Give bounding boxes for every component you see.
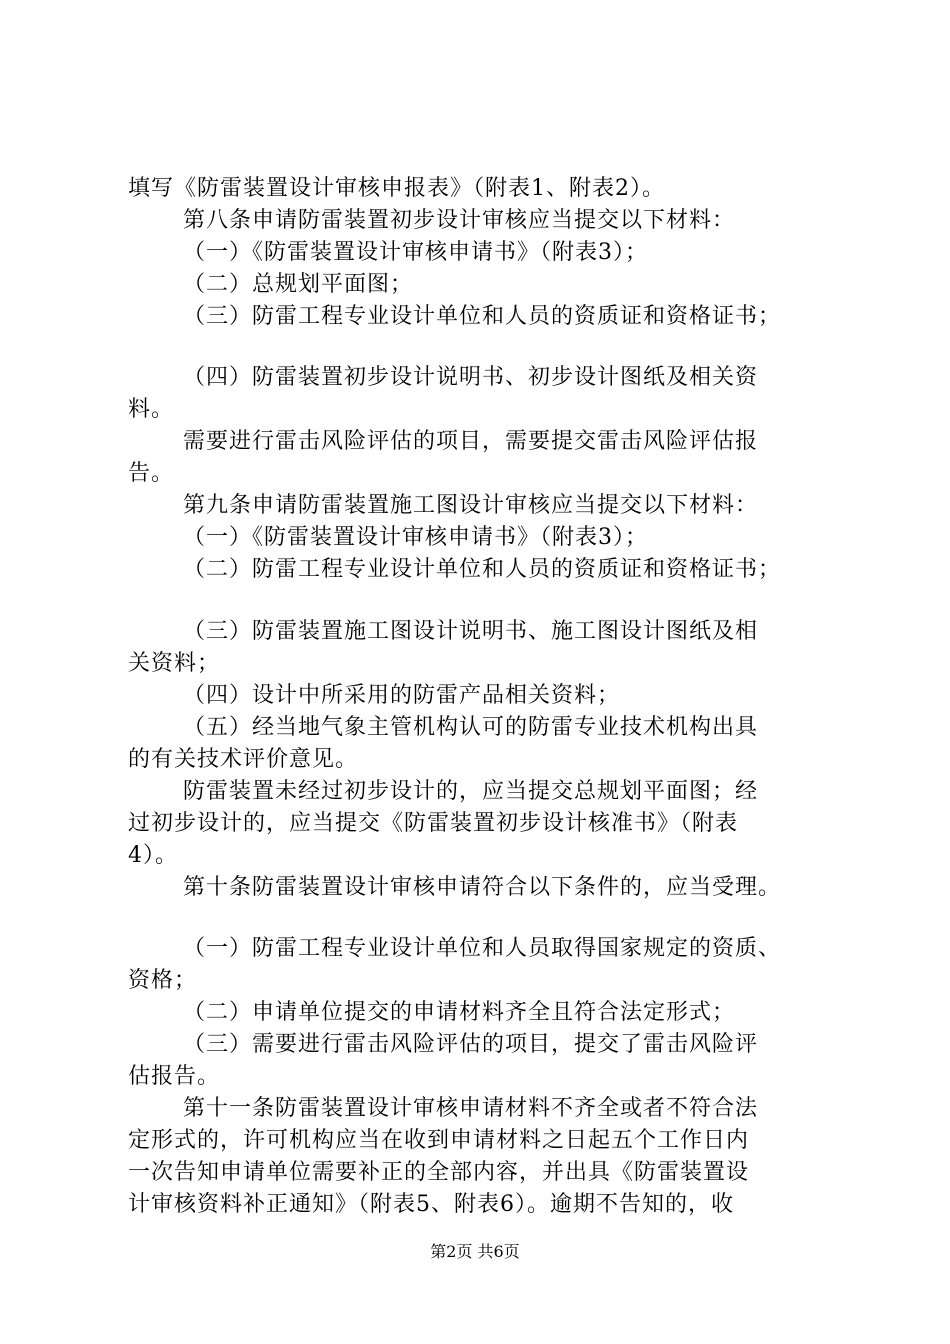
text-line: 4）。 bbox=[128, 843, 178, 868]
text-line: 第八条申请防雷装置初步设计审核应当提交以下材料： bbox=[183, 208, 736, 233]
text-line: 第十条防雷装置设计审核申请符合以下条件的，应当受理。 bbox=[183, 875, 782, 900]
text-line: 估报告。 bbox=[128, 1064, 221, 1089]
text-line: 计审核资料补正通知》（附表5、附表6）。逾期不告知的，收 bbox=[128, 1192, 734, 1217]
text-line: （三）需要进行雷击风险评估的项目，提交了雷击风险评 bbox=[183, 1032, 759, 1057]
text-line: 告。 bbox=[128, 461, 175, 486]
text-line: 一次告知申请单位需要补正的全部内容，并出具《防雷装置设 bbox=[128, 1160, 750, 1185]
text-line: （二）防雷工程专业设计单位和人员的资质证和资格证书； bbox=[183, 557, 782, 582]
text-line: （四）设计中所采用的防雷产品相关资料； bbox=[183, 683, 621, 708]
text-line: （一）防雷工程专业设计单位和人员取得国家规定的资质、 bbox=[183, 936, 782, 961]
text-line: （一）《防雷装置设计审核申请书》（附表3）； bbox=[183, 240, 648, 265]
text-line: （三）防雷装置施工图设计说明书、施工图设计图纸及相 bbox=[183, 619, 759, 644]
text-line: 关资料； bbox=[128, 651, 221, 676]
text-line: （五）经当地气象主管机构认可的防雷专业技术机构出具 bbox=[183, 715, 759, 740]
text-line: 定形式的，许可机构应当在收到申请材料之日起五个工作日内 bbox=[128, 1128, 750, 1153]
text-line: （四）防雷装置初步设计说明书、初步设计图纸及相关资 bbox=[183, 365, 759, 390]
text-line: 资格； bbox=[128, 968, 198, 993]
text-line: 填写《防雷装置设计审核申报表》（附表1、附表2）。 bbox=[128, 176, 665, 201]
text-line: （一）《防雷装置设计审核申请书》（附表3）； bbox=[183, 525, 648, 550]
page-number-footer: 第2页 共6页 bbox=[430, 1242, 520, 1261]
text-line: 第十一条防雷装置设计审核申请材料不齐全或者不符合法 bbox=[183, 1096, 759, 1121]
text-line: （三）防雷工程专业设计单位和人员的资质证和资格证书； bbox=[183, 304, 782, 329]
text-line: 需要进行雷击风险评估的项目，需要提交雷击风险评估报 bbox=[183, 429, 759, 454]
text-line: 第九条申请防雷装置施工图设计审核应当提交以下材料： bbox=[183, 493, 759, 518]
text-line: 的有关技术评价意见。 bbox=[128, 747, 359, 772]
text-line: 防雷装置未经过初步设计的，应当提交总规划平面图；经 bbox=[183, 779, 759, 804]
text-line: （二）申请单位提交的申请材料齐全且符合法定形式； bbox=[183, 1000, 736, 1025]
text-line: （二）总规划平面图； bbox=[183, 272, 414, 297]
text-line: 料。 bbox=[128, 397, 175, 422]
text-line: 过初步设计的，应当提交《防雷装置初步设计核准书》（附表 bbox=[128, 811, 739, 836]
